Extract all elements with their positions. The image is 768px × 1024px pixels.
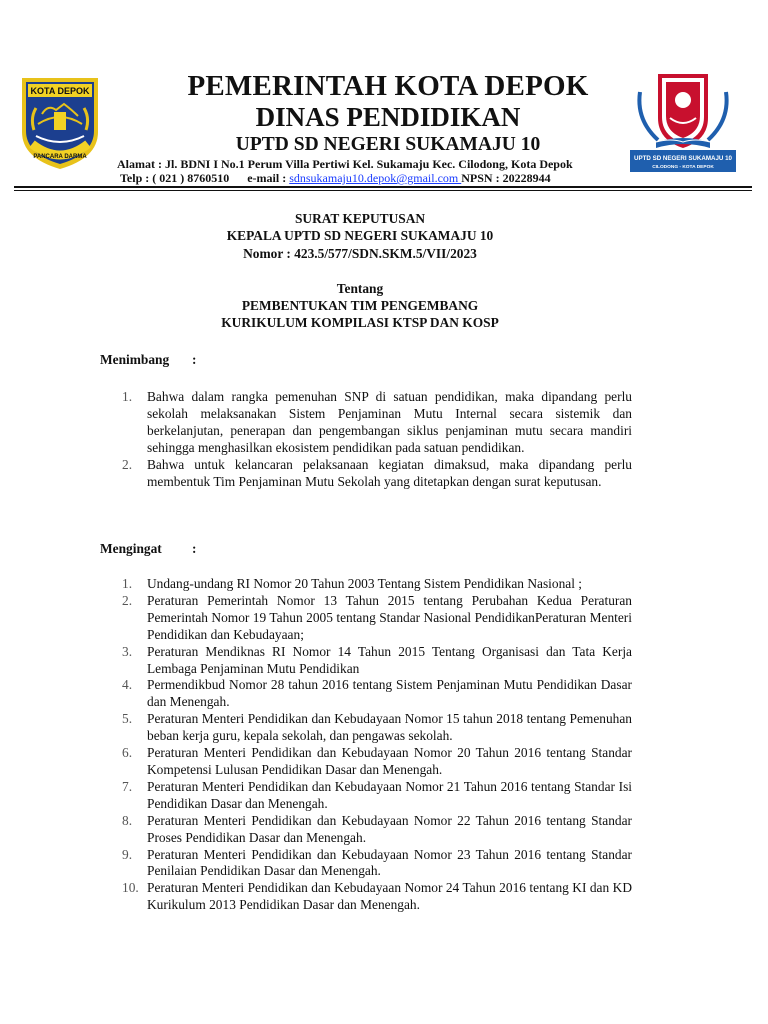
- department-name: DINAS PENDIDIKAN: [255, 102, 521, 132]
- list-item: [122, 389, 632, 457]
- list-item-number: 5.: [122, 711, 133, 727]
- list-item: [122, 457, 632, 491]
- decree-subject-line1: PEMBENTUKAN TIM PENGEMBANG: [241, 298, 479, 313]
- list-item-number: 8.: [122, 812, 133, 828]
- list-item-text: Bahwa dalam rangka pemenuhan SNP di satuan pendidikan, maka dipandang perlu sekolah melaksanakan Sistem Penjaminan Mutu Internal secara sistemik dan berkelanjutan, penerapan dan pengembangan siklus penjaminan mutu secara mandiri sehingga menghasilkan ekosistem pendidikan pada satuan pendidikan.: [147, 389, 632, 455]
- list-item: [122, 880, 632, 914]
- section-label: Menimbang: [100, 352, 170, 367]
- section-label: Mengingat: [100, 541, 162, 556]
- kota-depok-seal-icon: [18, 74, 102, 172]
- government-name: PEMERINTAH KOTA DEPOK: [187, 70, 589, 102]
- decree-about-label: Tentang: [336, 281, 384, 296]
- list-item: [122, 779, 632, 813]
- decree-title: SURAT KEPUTUSAN: [294, 211, 426, 226]
- letterhead-divider-thick: [14, 186, 752, 188]
- list-item-text: Peraturan Menteri Pendidikan dan Kebudayaan Nomor 20 Tahun 2016 tentang Standar Kompetensi Lulusan Pendidikan Dasar dan Menengah.: [147, 745, 632, 777]
- list-item-number: 2.: [122, 592, 133, 608]
- list-item-text: Peraturan Menteri Pendidikan dan Kebudayaan Nomor 23 Tahun 2016 tentang Standar Penilaian Pendidikan Dasar dan Menengah.: [147, 846, 632, 879]
- list-item: [122, 847, 632, 881]
- mengingat-list: [122, 576, 632, 914]
- list-item: [122, 813, 632, 847]
- list-item: [122, 644, 632, 678]
- list-item-text: Peraturan Menteri Pendidikan dan Kebudayaan Nomor 24 Tahun 2016 tentang KI dan KD Kurikulum 2013 Pendidikan Dasar dan Menengah.: [147, 880, 632, 913]
- emblem-banner-line1: UPTD SD NEGERI SUKAMAJU 10: [634, 155, 732, 162]
- list-item-number: 6.: [122, 745, 133, 761]
- list-item-text: Peraturan Menteri Pendidikan dan Kebudayaan Nomor 21 Tahun 2016 tentang Standar Isi Pendidikan Dasar dan Menengah.: [147, 778, 632, 811]
- list-item-text: Permendikbud Nomor 28 tahun 2016 tentang Sistem Penjaminan Mutu Pendidikan Dasar dan Menengah.: [147, 677, 632, 710]
- section-colon: :: [192, 352, 197, 367]
- list-item-number: 3.: [122, 643, 133, 659]
- email-label: e-mail :: [247, 171, 287, 185]
- phone-number: Telp : ( 021 ) 8760510: [120, 171, 230, 185]
- decree-issuer: KEPALA UPTD SD NEGERI SUKAMAJU 10: [226, 228, 494, 243]
- list-item: [122, 677, 632, 711]
- email-link[interactable]: sdnsukamaju10.depok@gmail.com: [289, 171, 462, 185]
- section-mengingat: [100, 541, 197, 557]
- letterhead-divider-thin: [14, 190, 752, 191]
- list-item-text: Peraturan Menteri Pendidikan dan Kebudayaan Nomor 15 tahun 2018 tentang Pemenuhan beban kerja guru, kepala sekolah, dan pengawas sekolah.: [147, 711, 632, 744]
- list-item-number: 2.: [122, 456, 133, 472]
- list-item-number: 4.: [122, 677, 133, 693]
- section-menimbang: [100, 352, 197, 368]
- list-item-number: 1.: [122, 389, 133, 404]
- list-item: [122, 745, 632, 779]
- list-item-text: Undang-undang RI Nomor 20 Tahun 2003 Tentang Sistem Pendidikan Nasional ;: [147, 576, 583, 591]
- school-address: Alamat : Jl. BDNI I No.1 Perum Villa Pertiwi Kel. Sukamaju Kec. Cilodong, Kota Depok: [117, 157, 573, 171]
- list-item-number: 10.: [122, 880, 139, 896]
- list-item-text: Peraturan Pemerintah Nomor 13 Tahun 2015 tentang Perubahan Kedua Peraturan Pemerintah Nomor 19 Tahun 2005 tentang Standar Nasional PendidikanPeraturan Menteri Pendidikan dan Kebudayaan;: [147, 592, 632, 642]
- decree-number: Nomor : 423.5/577/SDN.SKM.5/VII/2023: [243, 246, 477, 261]
- npsn-number: NPSN : 20228944: [461, 171, 551, 185]
- list-item-number: 9.: [122, 846, 133, 862]
- section-colon: :: [192, 541, 197, 556]
- list-item: [122, 711, 632, 745]
- list-item: [122, 576, 632, 593]
- list-item: [122, 593, 632, 644]
- list-item-number: 1.: [122, 576, 133, 591]
- decree-subject-line2: KURIKULUM KOMPILASI KTSP DAN KOSP: [221, 315, 499, 330]
- list-item-text: Bahwa untuk kelancaran pelaksanaan kegiatan dimaksud, maka dipandang perlu membentuk Tim Penjaminan Mutu Sekolah yang ditetapkan dengan surat keputusan.: [147, 456, 632, 489]
- list-item-text: Peraturan Menteri Pendidikan dan Kebudayaan Nomor 22 Tahun 2016 tentang Standar Proses Pendidikan Dasar dan Menengah.: [147, 812, 632, 845]
- menimbang-list: [122, 389, 632, 490]
- list-item-number: 7.: [122, 778, 133, 794]
- seal-top-text: KOTA DEPOK: [30, 86, 90, 96]
- contact-line: [120, 171, 551, 186]
- list-item-text: Peraturan Mendiknas RI Nomor 14 Tahun 2015 Tentang Organisasi dan Tata Kerja Lembaga Penjaminan Mutu Pendidikan: [147, 643, 632, 676]
- seal-bottom-text: PANCARA DARMA: [33, 154, 87, 160]
- school-name: UPTD SD NEGERI SUKAMAJU 10: [235, 134, 541, 155]
- emblem-banner-line2: CILODONG - KOTA DEPOK: [652, 165, 714, 170]
